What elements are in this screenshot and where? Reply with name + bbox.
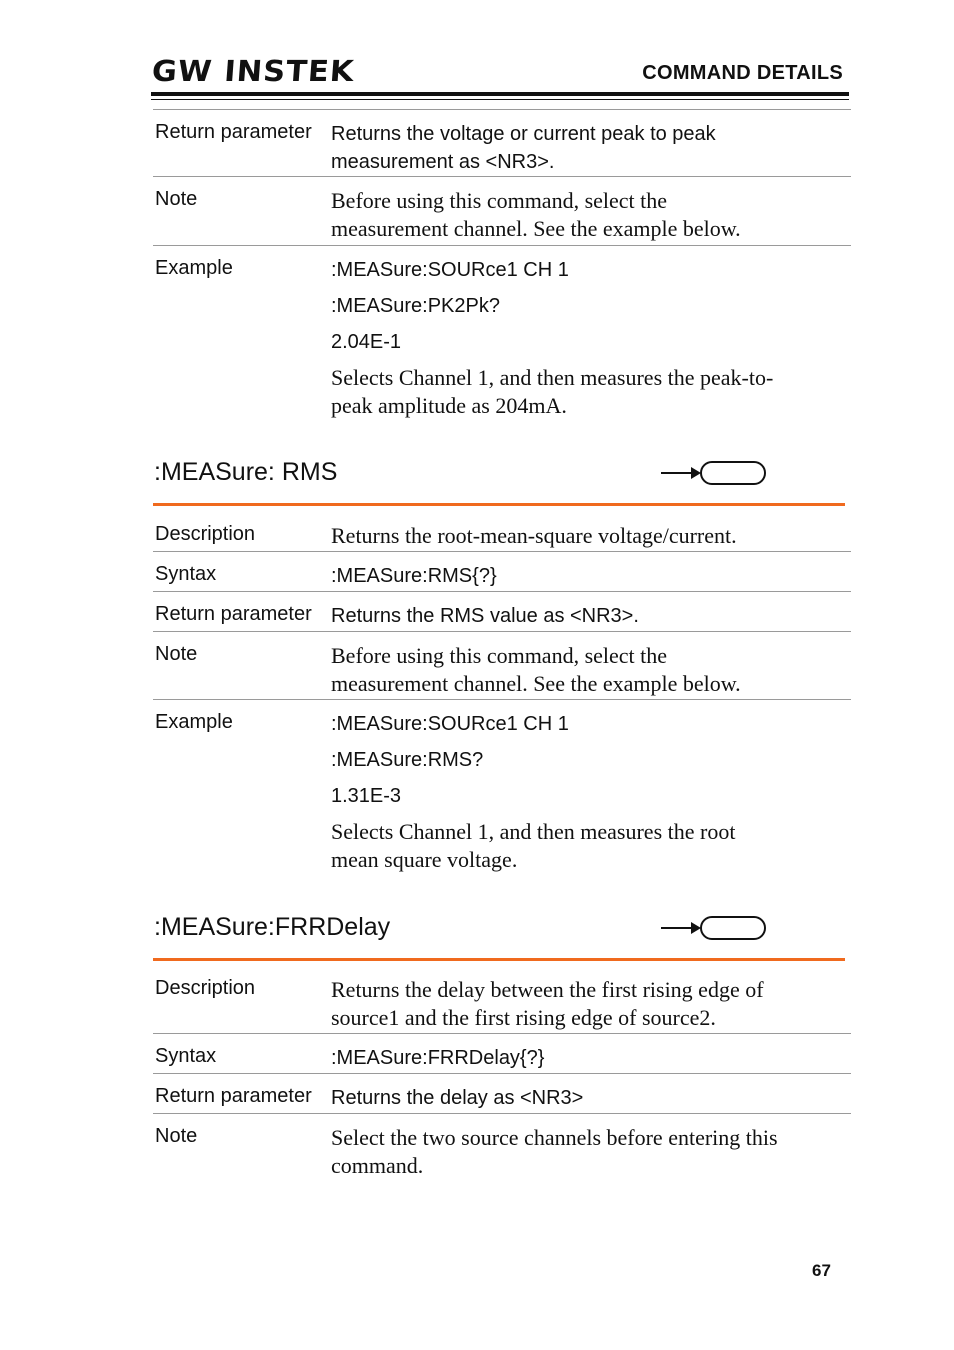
section-heading-frrdelay (153, 913, 845, 961)
query-arrow-icon (661, 915, 767, 941)
row-value: Before using this command, select the measurement channel. See the example below. (331, 643, 741, 696)
row-value: Returns the voltage or current peak to peak measurement as <NR3>. (331, 123, 716, 173)
row-value: Returns the root-mean-square voltage/current. (331, 523, 737, 548)
row-value: Returns the RMS value as <NR3>. (331, 605, 639, 627)
table-row (153, 176, 851, 245)
row-value: Returns the delay between the first rising edge of source1 and the first rising edge of source2. (331, 977, 764, 1030)
table-row (153, 966, 851, 1033)
row-value: :MEASure:SOURce1 CH 1 :MEASure:RMS? 1.31E-3 Selects Channel 1, and then measures the root mean square voltage. (331, 713, 736, 872)
row-value: Select the two source channels before entering this command. (331, 1125, 778, 1178)
table-row (153, 551, 851, 591)
row-label: Note (155, 643, 198, 665)
frrdelay-table (153, 966, 851, 1190)
table-row (153, 1033, 851, 1073)
section-title: :MEASure: RMS (154, 458, 338, 486)
pk2pk-table (153, 109, 851, 432)
table-row (153, 591, 851, 631)
row-value: :MEASure:RMS{?} (331, 565, 497, 587)
header-rule-thick (151, 92, 849, 96)
rms-table (153, 512, 851, 886)
header-rule-thin (151, 99, 849, 100)
table-row (153, 109, 851, 176)
row-label: Return parameter (155, 121, 312, 143)
table-row (153, 1113, 851, 1190)
table-row (153, 245, 851, 432)
section-title: :MEASure:FRRDelay (154, 913, 391, 941)
row-label: Example (155, 711, 233, 733)
row-value: Returns the delay as <NR3> (331, 1087, 584, 1109)
header-title: COMMAND DETAILS (642, 62, 843, 84)
row-value: Before using this command, select the measurement channel. See the example below. (331, 188, 741, 241)
row-value: :MEASure:FRRDelay{?} (331, 1047, 545, 1069)
row-value: :MEASure:SOURce1 CH 1 :MEASure:PK2Pk? 2.04E-1 Selects Channel 1, and then measures the peak-to- peak amplitude as 204mA. (331, 259, 774, 418)
row-label: Note (155, 1125, 198, 1147)
row-label: Description (155, 977, 256, 999)
row-label: Note (155, 188, 198, 210)
brand-logo: GW INSTEK (150, 54, 356, 88)
table-row (153, 512, 851, 551)
table-row (153, 699, 851, 886)
row-label: Return parameter (155, 603, 312, 625)
table-row (153, 631, 851, 699)
section-underline (153, 958, 845, 961)
row-label: Example (155, 257, 233, 279)
row-label: Description (155, 523, 256, 545)
row-label: Return parameter (155, 1085, 312, 1107)
section-heading-rms (153, 458, 845, 506)
table-row (153, 1073, 851, 1113)
page-number: 67 (812, 1261, 831, 1280)
row-label: Syntax (155, 1045, 217, 1067)
section-underline (153, 503, 845, 506)
query-arrow-icon (661, 460, 767, 486)
row-label: Syntax (155, 563, 217, 585)
